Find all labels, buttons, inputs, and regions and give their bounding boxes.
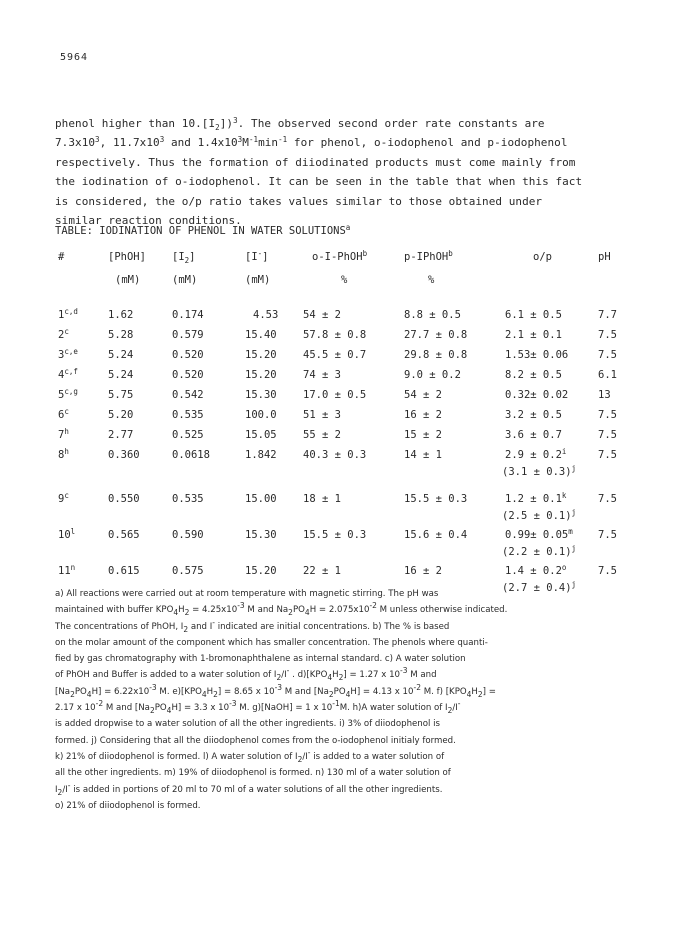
cell-iodide: 15.05 bbox=[245, 429, 277, 441]
cell-p-iodophenol: 8.8 ± 0.5 bbox=[404, 309, 461, 321]
header-i2: $[I_2]$ bbox=[172, 251, 196, 265]
unit-phoh: (mM) bbox=[115, 274, 141, 286]
cell-phoh: 0.565 bbox=[108, 529, 140, 541]
cell-ph: 13 bbox=[598, 389, 611, 401]
cell-p-iodophenol: 27.7 ± 0.8 bbox=[404, 329, 468, 341]
footnote-line: o) 21% of diiodophenol is formed. bbox=[55, 800, 201, 811]
footnote-line: k) 21% of diiodophenol is formed. l) A water solution of $I_2/I^-$ is added to a water solution of bbox=[55, 747, 445, 764]
cell-iodide: 15.30 bbox=[245, 389, 277, 401]
footnote-line: $[Na_2PO_4H] = 6.22x10^{-3}$ M. $e)[KPO_4H_2] = 8.65$ x $10^{-3}$ M and $[Na_2PO_4H] = 4.13$ x $10^{-2}$ M. f) $[KPO_4H_2]$ = bbox=[55, 682, 496, 699]
cell-o-iodophenol: 18 ± 1 bbox=[303, 493, 341, 505]
header-iodide: [I-] bbox=[245, 249, 269, 263]
cell-op-ratio-corrected: $(2.7 \pm 0.4)^j$ bbox=[502, 580, 577, 594]
cell-ph: 7.5 bbox=[598, 449, 617, 461]
cell-i2: 0.579 bbox=[172, 329, 204, 341]
cell-o-iodophenol: 74 ± 3 bbox=[303, 369, 341, 381]
page-number: 5964 bbox=[60, 52, 89, 63]
body-line: is considered, the o/p ratio takes values similar to those obtained under bbox=[55, 194, 543, 208]
cell-iodide: 1.842 bbox=[245, 449, 277, 461]
cell-ph: 7.5 bbox=[598, 429, 617, 441]
cell-op-ratio: 2.1 ± 0.1 bbox=[505, 329, 562, 341]
cell-phoh: 2.77 bbox=[108, 429, 134, 441]
footnote-line: $I_2/I^-$ is added in portions of 20 ml to 70 ml of a water solutions of all the other ingredients. bbox=[55, 780, 443, 797]
header-op-ratio: o/p bbox=[533, 251, 552, 263]
cell-ph: 7.5 bbox=[598, 565, 617, 577]
cell-iodide: 15.20 bbox=[245, 565, 277, 577]
cell-entry: 7$^h$ bbox=[58, 427, 69, 441]
cell-p-iodophenol: 14 ± 1 bbox=[404, 449, 442, 461]
cell-ph: 7.5 bbox=[598, 349, 617, 361]
cell-phoh: 5.24 bbox=[108, 369, 134, 381]
cell-iodide: 15.20 bbox=[245, 349, 277, 361]
body-line: the iodination of o-iodophenol. It can be seen in the table that when this fact bbox=[55, 175, 583, 189]
cell-entry: 8$^h$ bbox=[58, 447, 69, 461]
cell-ph: 6.1 bbox=[598, 369, 617, 381]
cell-o-iodophenol: 54 ± 2 bbox=[303, 309, 341, 321]
cell-o-iodophenol: 15.5 ± 0.3 bbox=[303, 529, 367, 541]
cell-entry: 9$^c$ bbox=[58, 491, 69, 505]
cell-i2: 0.575 bbox=[172, 565, 204, 577]
cell-ph: 7.5 bbox=[598, 493, 617, 505]
cell-entry: 1$^{c,d}$ bbox=[58, 307, 78, 321]
unit-i2: (mM) bbox=[172, 274, 198, 286]
unit-p: % bbox=[428, 274, 435, 286]
unit-iodide: (mM) bbox=[245, 274, 271, 286]
cell-op-ratio: $1.4 \pm 0.2^o$ bbox=[505, 563, 567, 577]
cell-ph: 7.5 bbox=[598, 329, 617, 341]
cell-op-ratio-corrected: $(2.2 \pm 0.1)^j$ bbox=[502, 544, 577, 558]
cell-entry: 10$^l$ bbox=[58, 527, 76, 541]
cell-p-iodophenol: 29.8 ± 0.8 bbox=[404, 349, 468, 361]
cell-op-ratio-corrected: $(2.5 \pm 0.1)^j$ bbox=[502, 508, 577, 522]
cell-p-iodophenol: 15.6 ± 0.4 bbox=[404, 529, 468, 541]
cell-op-ratio: $1.2 \pm 0.1^k$ bbox=[505, 491, 567, 505]
body-line: similar reaction conditions. bbox=[55, 214, 242, 228]
footnote-line: formed. j) Considering that all the diiodophenol comes from the o-iodophenol initialy formed. bbox=[55, 735, 456, 746]
footnote-line: all the other ingredients. m) 19% of diiodophenol is formed. n) 130 ml of a water solution of bbox=[55, 768, 451, 779]
cell-o-iodophenol: 22 ± 1 bbox=[303, 565, 341, 577]
cell-o-iodophenol: 55 ± 2 bbox=[303, 429, 341, 441]
cell-entry: 4$^{c,f}$ bbox=[58, 367, 78, 381]
cell-entry: 5$^{c,g}$ bbox=[58, 387, 78, 401]
cell-iodide: 100.0 bbox=[245, 409, 277, 421]
body-line: $7.3x10^3$, $11.7x10^3$ and $1.4x10^3M^{-1}\min^{-1}$ for phenol, o-iodophenol and p-iodophenol bbox=[55, 135, 568, 150]
cell-ph: 7.7 bbox=[598, 309, 617, 321]
cell-phoh: 5.75 bbox=[108, 389, 134, 401]
cell-i2: 0.0618 bbox=[172, 449, 210, 461]
footnote-line: a) All reactions were carried out at room temperature with magnetic stirring. The pH was bbox=[55, 589, 439, 599]
cell-iodide: 15.40 bbox=[245, 329, 277, 341]
cell-phoh: 1.62 bbox=[108, 309, 134, 321]
cell-entry: 6$^c$ bbox=[58, 407, 69, 421]
footnote-line: maintained with buffer $KPO_4H_2 = 4.25x10^{-3}$ M and $Na_2PO_4H = 2.075x10^{-2}$ M unless otherwise indicated. bbox=[55, 601, 508, 618]
cell-i2: 0.520 bbox=[172, 349, 204, 361]
cell-op-ratio: 0.32± 0.02 bbox=[505, 389, 569, 401]
cell-p-iodophenol: 15 ± 2 bbox=[404, 429, 442, 441]
cell-phoh: 5.20 bbox=[108, 409, 134, 421]
cell-phoh: 5.28 bbox=[108, 329, 134, 341]
cell-i2: 0.525 bbox=[172, 429, 204, 441]
cell-op-ratio: 1.53± 0.06 bbox=[505, 349, 569, 361]
body-line: respectively. Thus the formation of diiodinated products must come mainly from bbox=[55, 155, 576, 169]
cell-o-iodophenol: 57.8 ± 0.8 bbox=[303, 329, 367, 341]
cell-p-iodophenol: 16 ± 2 bbox=[404, 409, 442, 421]
cell-op-ratio: $0.99\pm 0.05^m$ bbox=[505, 527, 573, 541]
cell-ph: 7.5 bbox=[598, 529, 617, 541]
cell-i2: 0.174 bbox=[172, 309, 204, 321]
cell-i2: 0.590 bbox=[172, 529, 204, 541]
header-p-iodophenol: p-IPhOH$^b$ bbox=[404, 249, 453, 263]
cell-entry: 3$^{c,e}$ bbox=[58, 347, 78, 361]
cell-op-ratio: 6.1 ± 0.5 bbox=[505, 309, 562, 321]
cell-i2: 0.542 bbox=[172, 389, 204, 401]
table-footnotes bbox=[55, 586, 645, 814]
footnote-line: on the molar amount of the component which has smaller concentration. The phenols where quanti- bbox=[55, 637, 488, 648]
cell-iodide: 15.20 bbox=[245, 369, 277, 381]
cell-o-iodophenol: 45.5 ± 0.7 bbox=[303, 349, 367, 361]
header-o-iodophenol: o-I-PhOH$^b$ bbox=[312, 249, 368, 263]
header-ph: pH bbox=[598, 251, 611, 263]
unit-o: % bbox=[341, 274, 348, 286]
cell-o-iodophenol: 40.3 ± 0.3 bbox=[303, 449, 367, 461]
table-title: TABLE: IODINATION OF PHENOL IN WATER SOLUTIONS$^a$ bbox=[55, 223, 351, 237]
header-num: # bbox=[58, 251, 65, 263]
cell-i2: 0.535 bbox=[172, 409, 204, 421]
body-paragraph bbox=[55, 114, 645, 230]
cell-ph: 7.5 bbox=[598, 409, 617, 421]
cell-p-iodophenol: 15.5 ± 0.3 bbox=[404, 493, 468, 505]
cell-iodide: 4.53 bbox=[253, 309, 279, 321]
footnote-line: is added dropwise to a water solution of all the other ingredients. i) 3% of diiodophenol is bbox=[55, 719, 440, 730]
body-line: phenol higher than $10.[I_2])^3$. The observed second order rate constants are bbox=[55, 116, 545, 132]
cell-i2: 0.535 bbox=[172, 493, 204, 505]
cell-op-ratio: 3.2 ± 0.5 bbox=[505, 409, 562, 421]
header-phoh: [PhOH] bbox=[108, 251, 146, 263]
cell-p-iodophenol: 54 ± 2 bbox=[404, 389, 442, 401]
footnote-line: 2.17 x $10^{-2}$ M and $[Na_2PO_4H] = 3.3$ x $10^{-3}$ M. g)[NaOH] = 1 x $10^{-1}M$. h)A water solution of $I_2/I^-$ bbox=[55, 699, 461, 716]
cell-phoh: 0.615 bbox=[108, 565, 140, 577]
cell-o-iodophenol: 17.0 ± 0.5 bbox=[303, 389, 367, 401]
cell-p-iodophenol: 9.0 ± 0.2 bbox=[404, 369, 461, 381]
footnote-line: fied by gas chromatography with 1-bromonaphthalene as internal standard. c) A water solution bbox=[55, 654, 466, 665]
cell-phoh: 0.360 bbox=[108, 449, 140, 461]
cell-o-iodophenol: 51 ± 3 bbox=[303, 409, 341, 421]
cell-op-ratio-corrected: $(3.1 \pm 0.3)^j$ bbox=[502, 464, 577, 478]
cell-i2: 0.520 bbox=[172, 369, 204, 381]
cell-iodide: 15.00 bbox=[245, 493, 277, 505]
cell-phoh: 5.24 bbox=[108, 349, 134, 361]
cell-iodide: 15.30 bbox=[245, 529, 277, 541]
footnote-line: The concentrations of PhOH, $I_2$ and I- indicated are initial concentrations. b) The % is based bbox=[55, 617, 450, 634]
cell-op-ratio: $2.9 \pm 0.2^i$ bbox=[505, 447, 567, 461]
footnote-line: of PhOH and Buffer is added to a water solution of $I_2/I^-$ . $d)[KPO_4H_2] = 1.27$ x $10^{-3}$ M and bbox=[55, 666, 437, 683]
cell-p-iodophenol: 16 ± 2 bbox=[404, 565, 442, 577]
cell-op-ratio: 3.6 ± 0.7 bbox=[505, 429, 562, 441]
cell-entry: 2$^c$ bbox=[58, 327, 69, 341]
cell-phoh: 0.550 bbox=[108, 493, 140, 505]
cell-entry: 11$^n$ bbox=[58, 563, 76, 577]
cell-op-ratio: 8.2 ± 0.5 bbox=[505, 369, 562, 381]
